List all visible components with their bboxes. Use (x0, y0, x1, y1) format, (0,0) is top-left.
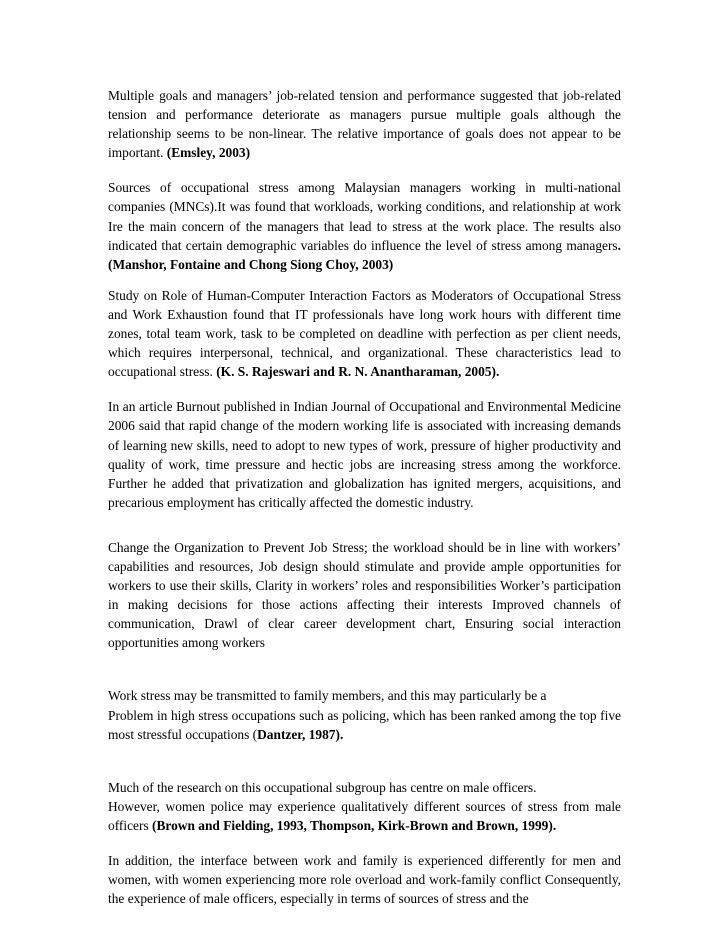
paragraph-emsley (108, 86, 621, 162)
paragraph-text: Change the Organization to Prevent Job Stress; the workload should be in line with workers’ capabilities and resources, Job design should stimulate and provide ample opportunities for workers to use their skills, Clarity in workers’ roles and responsibilities Worker’s participation in making decisions for those actions affecting their interests Improved channels of communication, Drawl of clear career development chart, Ensuring social interaction opportunities among workers (108, 539, 621, 651)
citation: (Emsley, 2003) (166, 145, 251, 161)
citation: . (Manshor, Fontaine and Chong Siong Choy, 2003) (108, 237, 621, 272)
paragraph-text: In addition, the interface between work and family is experienced differently for men and women, with women experiencing more role overload and work-family conflict Consequently, the experience of male officers, especially in terms of sources of stress and the (108, 853, 621, 907)
paragraph-family-transmission (108, 686, 621, 743)
paragraph-text: Sources of occupational stress among Malaysian managers working in multi-national companies (MNCs).It was found that workloads, working conditions, and relationship at work Ire the main concern of the managers that lead to stress at the work place. The results also indicated that certain demographic variables do influence the level of stress among managers (108, 180, 621, 253)
paragraph-first-line: Work stress may be transmitted to family members, and this may particularly be a (108, 688, 547, 704)
document-page (108, 86, 621, 908)
paragraph-text: However, women police may experience qualitatively different sources of stress from male officers (108, 798, 621, 833)
paragraph-manshor (108, 178, 621, 273)
paragraph-text: Multiple goals and managers’ job-related tension and performance suggested that job-related tension and performance deteriorate as managers pursue multiple goals although the relationship seems to be non-linear. The relative importance of goals does not appear to be important. (108, 88, 621, 161)
paragraph-text: Study on Role of Human-Computer Interaction Factors as Moderators of Occupational Stress and Work Exhaustion found that IT professionals have long work hours with different time zones, total team work, task to be completed on deadline with perfection as per client needs, which requires interpersonal, technical, and organizational. These characteristics lead to occupational stress. (108, 287, 621, 380)
citation: Dantzer, 1987). (257, 726, 344, 742)
paragraph-work-family (108, 851, 621, 908)
paragraph-text: Problem in high stress occupations such as policing, which has been ranked among the top five most stressful occupations ( (108, 707, 621, 742)
paragraph-rajeswari (108, 286, 621, 381)
paragraph-male-officers (108, 778, 621, 835)
paragraph-text: In an article Burnout published in Indian Journal of Occupational and Environmental Medicine 2006 said that rapid change of the modern working life is associated with increasing demands of learning new skills, need to adopt to new types of work, pressure of higher productivity and quality of work, time pressure and hectic jobs are increasing stress among the workforce. Further he added that privatization and globalization has ignited mergers, acquisitions, and precarious employment has critically affected the domestic industry. (108, 399, 621, 510)
citation: (K. S. Rajeswari and R. N. Anantharaman, 2005). (216, 364, 500, 380)
paragraph-burnout (108, 397, 621, 512)
paragraph-prevent-stress (108, 538, 621, 653)
citation: (Brown and Fielding, 1993, Thompson, Kirk-Brown and Brown, 1999). (152, 817, 557, 833)
paragraph-first-line: Much of the research on this occupational subgroup has centre on male officers. (108, 779, 537, 795)
